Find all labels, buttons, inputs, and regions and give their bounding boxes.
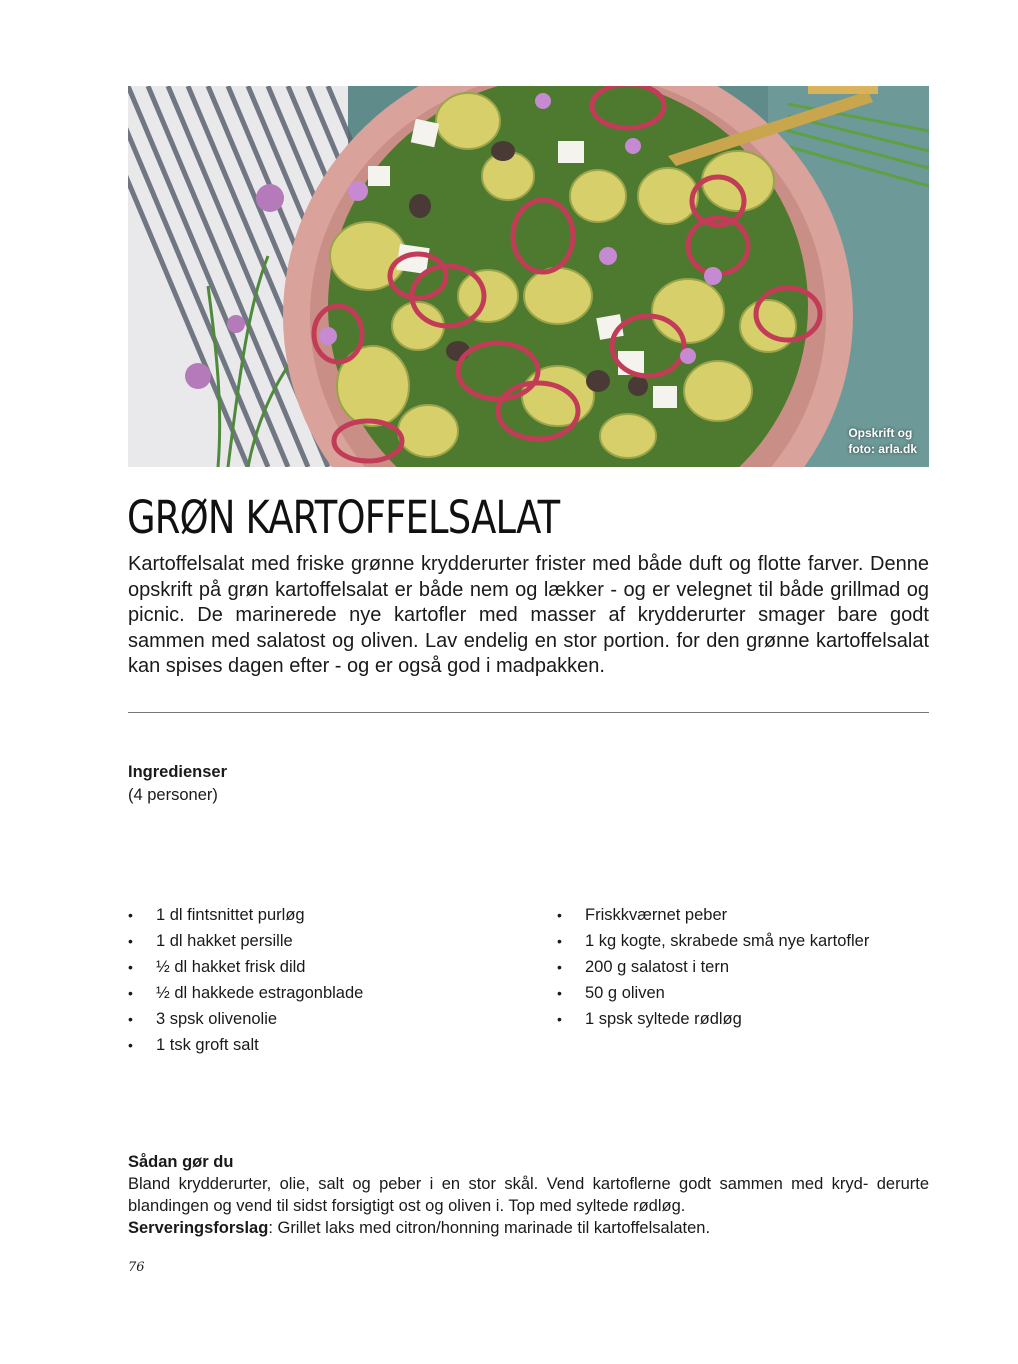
ingredient-item: • 1 kg kogte, skrabede små nye kartofler xyxy=(557,928,869,954)
ingredient-item: • 1 spsk syltede rødløg xyxy=(557,1006,869,1032)
recipe-intro: Kartoffelsalat med friske grønne krydderurter frister med både duft og flotte farver. Denne opskrift på grøn kartoffelsalat er både nem og lækker - og er velegnet til både grillmad og picnic. De marinerede nye kartofler med masser af krydderurter smager bare godt sammen med salatost og oliven. Lav endelig en stor portion. for den grønne kartoffelsalat kan spises dagen efter - og er også god i madpakken. xyxy=(128,553,929,678)
ingredients-list-right xyxy=(557,902,869,1032)
serving-label: Serveringsforslag xyxy=(128,1219,269,1237)
ingredient-item: • 1 dl hakket persille xyxy=(128,928,363,954)
ingredient-item: • 1 dl fintsnittet purløg xyxy=(128,902,363,928)
recipe-photo xyxy=(128,86,929,467)
ingredient-item: • 1 tsk groft salt xyxy=(128,1032,363,1058)
section-divider xyxy=(128,712,929,713)
ingredient-item: • 50 g oliven xyxy=(557,980,869,1006)
photo-credit-line-1: Opskrift og xyxy=(848,426,913,440)
photo-credit xyxy=(848,425,917,457)
recipe-title: GRØN KARTOFFELSALAT xyxy=(127,491,560,544)
ingredient-item: • ½ dl hakket frisk dild xyxy=(128,954,363,980)
ingredient-item: • Friskkværnet peber xyxy=(557,902,869,928)
page-number: 76 xyxy=(128,1260,145,1275)
ingredient-item: • ½ dl hakkede estragonblade xyxy=(128,980,363,1006)
ingredient-item: • 3 spsk olivenolie xyxy=(128,1006,363,1032)
photo-credit-line-2: foto: arla.dk xyxy=(848,442,917,456)
serving-text: : Grillet laks med citron/honning marinade til kartoffelsalaten. xyxy=(268,1219,711,1237)
ingredient-item: • 200 g salatost i tern xyxy=(557,954,869,980)
serving-suggestion xyxy=(128,1218,929,1240)
method-text: Bland krydderurter, olie, salt og peber i en stor skål. Vend kartoflerne godt sammen med kryd- derurte blandingen og vend til sidst forsigtigt ost og oliven i. Top med syltede rødløg. xyxy=(128,1175,929,1215)
ingredients-heading: Ingredienser xyxy=(128,763,228,781)
method-heading: Sådan gør du xyxy=(128,1153,234,1171)
ingredients-servings: (4 personer) xyxy=(128,786,218,804)
ingredients-list-left xyxy=(128,902,363,1058)
